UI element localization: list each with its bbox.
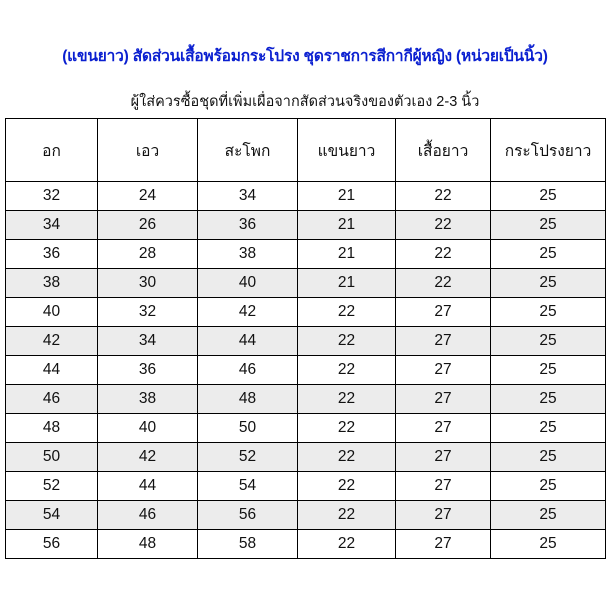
cell-skirt-length: 25 xyxy=(491,414,606,443)
cell-shirt-length: 22 xyxy=(396,182,491,211)
table-body xyxy=(6,182,606,559)
cell-chest: 46 xyxy=(6,385,98,414)
table-row xyxy=(6,385,606,414)
cell-shirt-length: 22 xyxy=(396,240,491,269)
cell-shirt-length: 27 xyxy=(396,385,491,414)
cell-sleeve-length: 21 xyxy=(298,240,396,269)
cell-waist: 44 xyxy=(98,472,198,501)
cell-shirt-length: 22 xyxy=(396,269,491,298)
cell-hip: 50 xyxy=(198,414,298,443)
table-row xyxy=(6,298,606,327)
cell-skirt-length: 25 xyxy=(491,530,606,559)
table-header-row xyxy=(6,119,606,182)
cell-chest: 36 xyxy=(6,240,98,269)
table-header xyxy=(6,119,606,182)
cell-hip: 40 xyxy=(198,269,298,298)
table-row xyxy=(6,182,606,211)
table-row xyxy=(6,443,606,472)
cell-sleeve-length: 22 xyxy=(298,414,396,443)
cell-skirt-length: 25 xyxy=(491,472,606,501)
table-row xyxy=(6,414,606,443)
table-row xyxy=(6,211,606,240)
cell-sleeve-length: 22 xyxy=(298,443,396,472)
cell-sleeve-length: 22 xyxy=(298,385,396,414)
cell-shirt-length: 27 xyxy=(396,414,491,443)
cell-hip: 36 xyxy=(198,211,298,240)
cell-skirt-length: 25 xyxy=(491,327,606,356)
cell-hip: 52 xyxy=(198,443,298,472)
cell-shirt-length: 27 xyxy=(396,298,491,327)
cell-chest: 50 xyxy=(6,443,98,472)
column-header-waist: เอว xyxy=(98,119,198,182)
cell-waist: 48 xyxy=(98,530,198,559)
table-row xyxy=(6,472,606,501)
cell-skirt-length: 25 xyxy=(491,356,606,385)
cell-chest: 40 xyxy=(6,298,98,327)
cell-waist: 26 xyxy=(98,211,198,240)
cell-waist: 24 xyxy=(98,182,198,211)
cell-chest: 52 xyxy=(6,472,98,501)
cell-waist: 28 xyxy=(98,240,198,269)
cell-chest: 42 xyxy=(6,327,98,356)
column-header-sleeve-length: แขนยาว xyxy=(298,119,396,182)
cell-sleeve-length: 21 xyxy=(298,182,396,211)
cell-skirt-length: 25 xyxy=(491,385,606,414)
size-table-container xyxy=(5,118,605,559)
cell-chest: 32 xyxy=(6,182,98,211)
cell-waist: 36 xyxy=(98,356,198,385)
cell-shirt-length: 27 xyxy=(396,327,491,356)
cell-hip: 38 xyxy=(198,240,298,269)
cell-chest: 48 xyxy=(6,414,98,443)
cell-waist: 38 xyxy=(98,385,198,414)
cell-shirt-length: 27 xyxy=(396,443,491,472)
cell-sleeve-length: 21 xyxy=(298,269,396,298)
page-subtitle: ผู้ใส่ควรซื้อชุดที่เพิ่มเผื่อจากสัดส่วนจริงของตัวเอง 2-3 นิ้ว xyxy=(130,94,480,110)
cell-waist: 40 xyxy=(98,414,198,443)
cell-hip: 34 xyxy=(198,182,298,211)
cell-hip: 58 xyxy=(198,530,298,559)
cell-chest: 54 xyxy=(6,501,98,530)
cell-skirt-length: 25 xyxy=(491,211,606,240)
cell-chest: 56 xyxy=(6,530,98,559)
cell-hip: 48 xyxy=(198,385,298,414)
table-row xyxy=(6,501,606,530)
table-row xyxy=(6,240,606,269)
table-row xyxy=(6,269,606,298)
column-header-shirt-length: เสื้อยาว xyxy=(396,119,491,182)
cell-shirt-length: 27 xyxy=(396,472,491,501)
cell-sleeve-length: 22 xyxy=(298,530,396,559)
cell-hip: 44 xyxy=(198,327,298,356)
cell-skirt-length: 25 xyxy=(491,182,606,211)
table-row xyxy=(6,530,606,559)
cell-shirt-length: 27 xyxy=(396,501,491,530)
cell-waist: 34 xyxy=(98,327,198,356)
cell-waist: 46 xyxy=(98,501,198,530)
cell-skirt-length: 25 xyxy=(491,501,606,530)
cell-shirt-length: 22 xyxy=(396,211,491,240)
cell-waist: 42 xyxy=(98,443,198,472)
cell-hip: 54 xyxy=(198,472,298,501)
table-row xyxy=(6,327,606,356)
column-header-skirt-length: กระโปรงยาว xyxy=(491,119,606,182)
cell-chest: 38 xyxy=(6,269,98,298)
cell-hip: 46 xyxy=(198,356,298,385)
column-header-chest: อก xyxy=(6,119,98,182)
page-title: (แขนยาว) สัดส่วนเสื้อพร้อมกระโปรง ชุดราชการสีกากีผู้หญิง (หน่วยเป็นนิ้ว) xyxy=(62,48,548,65)
cell-chest: 44 xyxy=(6,356,98,385)
cell-sleeve-length: 22 xyxy=(298,356,396,385)
cell-shirt-length: 27 xyxy=(396,356,491,385)
cell-sleeve-length: 22 xyxy=(298,501,396,530)
cell-hip: 56 xyxy=(198,501,298,530)
cell-skirt-length: 25 xyxy=(491,298,606,327)
cell-skirt-length: 25 xyxy=(491,240,606,269)
cell-chest: 34 xyxy=(6,211,98,240)
cell-skirt-length: 25 xyxy=(491,269,606,298)
cell-waist: 32 xyxy=(98,298,198,327)
column-header-hip: สะโพก xyxy=(198,119,298,182)
cell-hip: 42 xyxy=(198,298,298,327)
cell-skirt-length: 25 xyxy=(491,443,606,472)
size-table xyxy=(5,118,606,559)
cell-sleeve-length: 22 xyxy=(298,298,396,327)
cell-shirt-length: 27 xyxy=(396,530,491,559)
cell-sleeve-length: 22 xyxy=(298,472,396,501)
cell-sleeve-length: 22 xyxy=(298,327,396,356)
cell-sleeve-length: 21 xyxy=(298,211,396,240)
cell-waist: 30 xyxy=(98,269,198,298)
table-row xyxy=(6,356,606,385)
